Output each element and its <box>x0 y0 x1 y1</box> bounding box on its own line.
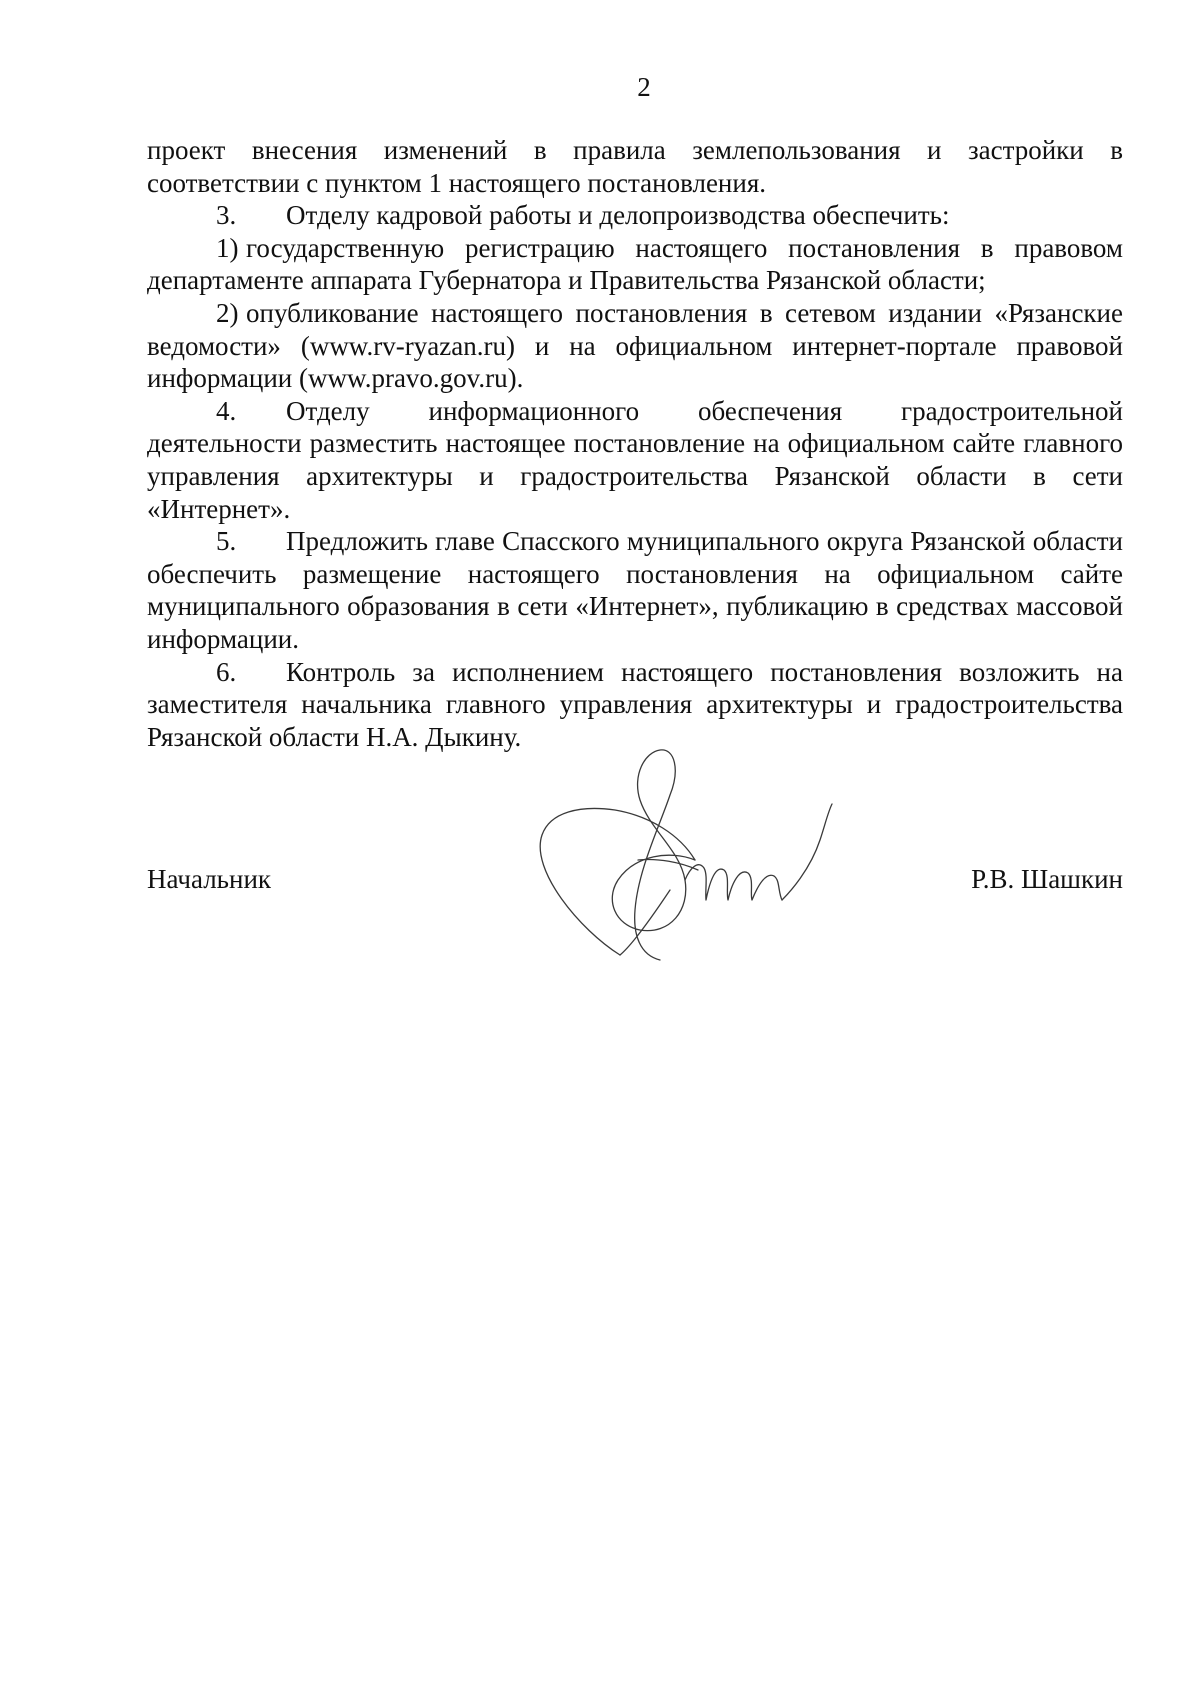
paragraph-text: Предложить главе Спасского муниципального округа Рязанской области обеспечить размещение настоящего постановления на официальном сайте муниципального образования в сети «Интернет», публикацию в средствах массовой информации. <box>147 526 1123 654</box>
document-body <box>147 134 1123 753</box>
paragraph-continuation <box>147 134 1123 199</box>
paragraph-subitem-2 <box>147 297 1123 395</box>
paragraph-text: опубликование настоящего постановления в сетевом издании «Рязанские ведомости» (www.rv-ryazan.ru) и на официальном интернет-портале правовой информации (www.pravo.gov.ru). <box>147 297 1123 394</box>
paragraph-text: Контроль за исполнением настоящего постановления возложить на заместителя начальника главного управления архитектуры и градостроительства Рязанской области Н.А. Дыкину. <box>147 656 1123 752</box>
signatory-name: Р.В. Шашкин <box>971 864 1123 894</box>
paragraph-item-5 <box>147 525 1123 655</box>
paragraph-text: государственную регистрацию настоящего постановления в правовом департаменте аппарата Губернатора и Правительства Рязанской области; <box>147 232 1123 296</box>
paragraph-number: 3. <box>216 200 237 231</box>
paragraph-text: Отделу информационного обеспечения градостроительной деятельности разместить настоящее постановление на официальном сайте главного управления архитектуры и градостроительства Рязанской области в сети «Интернет». <box>147 395 1123 524</box>
paragraph-item-3 <box>147 199 1123 232</box>
paragraph-number: 4. <box>216 395 237 426</box>
paragraph-text: Отделу кадровой работы и делопроизводства обеспечить: <box>286 200 950 231</box>
paragraph-text: проект внесения изменений в правила землепользования и застройки в соответствии с пунктом 1 настоящего постановления. <box>147 135 1123 198</box>
paragraph-number: 6. <box>216 656 237 687</box>
paragraph-number: 2) <box>216 297 239 328</box>
handwritten-signature <box>520 740 880 970</box>
paragraph-number: 1) <box>216 232 239 263</box>
page-number: 2 <box>637 72 651 102</box>
signatory-title: Начальник <box>147 864 272 894</box>
paragraph-number: 5. <box>216 526 237 557</box>
paragraph-item-4 <box>147 395 1123 525</box>
paragraph-subitem-1 <box>147 232 1123 297</box>
paragraph-item-6 <box>147 656 1123 754</box>
